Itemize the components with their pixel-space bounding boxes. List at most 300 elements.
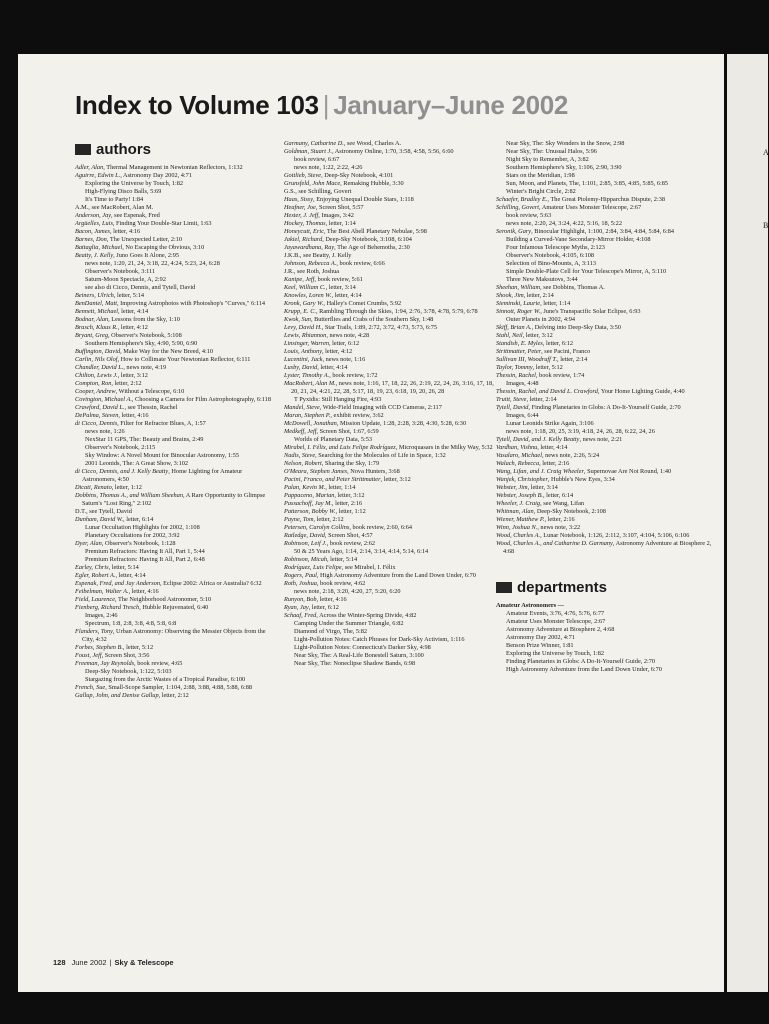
entry-text: , Mission Update, 1:28, 2:28, 3:28, 4:30, 5:28, 6:30 [336,420,467,427]
index-entry [284,372,494,380]
entry-text: , letter, 4:16 [109,228,141,235]
index-entry [496,524,720,532]
author-name: Wood, Charles A. [496,532,541,539]
section-marker-icon [496,582,512,593]
index-entry [284,508,494,516]
index-entry [284,532,494,540]
section-marker-icon [75,144,91,155]
index-entry [284,148,494,156]
entry-text: , Screen Shot, 1:67, 6:59 [316,428,379,435]
author-name: Bryant, Greg [75,332,108,339]
author-name: Kronk, Gary W. [284,300,324,307]
entry-text: , letter, 1:14 [325,484,356,491]
index-entry [75,516,277,524]
index-entry [75,324,277,332]
author-name: Payne, Tom [284,516,314,523]
title-main: Index to Volume 103 [75,90,319,120]
entry-text: D.T., see Tytell, David [75,508,132,515]
index-entry [496,508,720,516]
author-name: Gallup, John, and Denise Gallup [75,692,159,699]
author-name: French, Sue [75,684,106,691]
index-entry [496,340,720,348]
entry-text: , letter, 2:12 [158,692,189,699]
author-name: Jakiel, Richard [284,236,323,243]
index-entry [496,404,720,412]
entry-text: , book review, 2:60, 6:64 [349,524,413,531]
author-name: Webster, Jim [496,484,528,491]
entry-text: , Make Way for the New Breed, 4:10 [120,348,214,355]
entry-text: , Delving into Deep-Sky Data, 3:50 [531,324,621,331]
page-number: 128 [53,958,66,967]
entry-text: , letter, 3:14 [325,284,356,291]
author-name: Garmany, Catharine D. [284,140,344,147]
entry-text: , Observer's Notebook, 5:108 [108,332,182,339]
author-name: Schaefer, Bradley E. [496,196,548,203]
author-name: Rogers, Paul [284,572,317,579]
entry-text: , letter, 3:12 [522,332,553,339]
entry-text: , see Thessin, Rachel [124,404,178,411]
author-name: Sinnott, Roger W. [496,308,541,315]
author-name: Dicati, Renato [75,484,112,491]
entry-text: , Improving Astrophotos with Photoshop's "Curves," 6:114 [116,300,266,307]
index-entry [496,444,720,452]
entry-text: , book review, 2:62 [326,540,376,547]
index-entry [75,628,277,644]
index-entry [496,308,720,316]
entry-text: , A Rare Opportunity to Glimpse Saturn's "Lost Ring," 2:102 [82,492,266,507]
entry-text: , letter, 3:14 [527,484,558,491]
entry-text: , Nova Hunters, 3:68 [347,468,400,475]
index-entry [284,340,494,348]
index-entry [496,300,720,308]
adjacent-page-edge [727,54,768,992]
index-entry [284,300,494,308]
index-entry [284,444,494,452]
index-subentry: Sky Window: A Novel Mount for Binocular Astronomy, 1:55 [85,452,240,459]
index-subentry: Deep-Sky Notebook, 1:122, 5:103 [85,668,172,675]
entry-text: , Hubble's New Eyes, 3:34 [547,476,615,483]
index-entry [75,644,277,652]
entry-text: , The Age of Behemoths, 2:30 [334,244,410,251]
author-name: Shook, Jim [496,292,524,299]
index-entry [75,396,277,404]
author-name: Medkeff, Jeff [284,428,317,435]
author-name: Schaaf, Fred [284,612,317,619]
author-name: Vardhan, Vishnu [496,444,538,451]
index-entry [75,212,277,220]
index-subentry: Observer's Notebook, 4:105, 6:108 [506,252,595,259]
index-entry [75,252,277,260]
index-entry [284,572,494,580]
index-entry [284,612,494,620]
author-name: Crawford, David L. [75,404,125,411]
entry-text: , June's Transpacific Solar Eclipse, 6:93 [540,308,641,315]
entry-text: , letter, 5:14 [113,292,145,299]
index-subentry: Sun, Moon, and Planets, The, 1:101, 2:85, 3:85, 4:85, 5:85, 6:85 [506,180,669,187]
index-entry [75,492,277,508]
index-subentry: Stars on the Meridian, 1:98 [506,172,575,179]
entry-text: , letter, 2:14 [557,356,588,363]
author-name: Battaglia, Michael [75,244,123,251]
author-name: Ryan, Jay [284,604,309,611]
entry-text: , see Wang, Lifan [540,500,585,507]
index-entry [496,388,720,396]
author-name: Pacini, Franco, and Peter Strittmatter [284,476,381,483]
entry-text: , letter, 1:14 [540,300,571,307]
author-name: Bennett, Michael [75,308,119,315]
author-name: Heafner, Joe [284,204,316,211]
entry-text: , The Best Abell Planetary Nebulae, 5:98 [323,228,427,235]
index-entry [496,204,720,212]
entry-text: , letter, 2:12 [111,380,142,387]
index-subentry: Four Infamous Telescope Myths, 2:123 [506,244,605,251]
index-entry [75,172,277,180]
index-subentry: book review, 5:63 [506,212,552,219]
index-entry [284,596,494,604]
index-subentry: Selection of Bino-Mounts, A, 3:113 [506,260,597,267]
author-name: Runyon, Bob [284,596,317,603]
entry-text: , Deep-Sky Notebook, 4:101 [321,172,394,179]
author-name: Honeycutt, Eric [284,228,324,235]
department-item: Astronomy Adventure at Biosphere 2, 4:68 [506,626,615,633]
author-name: Nadis, Steve [284,452,316,459]
index-subentry: Images, 6:44 [506,412,539,419]
author-name: Dyer, Alan [75,540,102,547]
entry-text: , Screen Shot, 4:57 [324,532,373,539]
author-name: Standish, E. Myles [496,340,543,347]
index-entry [284,500,494,508]
index-subentry: Near Sky, The: Unusual Halos, 5:96 [506,148,597,155]
author-name: DePalma, Steven [75,412,119,419]
index-subentry: Diamond of Virgo, The, 5:82 [294,628,368,635]
index-subentry: Premium Refractors: Having It All, Part 2, 6:48 [85,556,205,563]
entry-text: , letter, 2:12 [313,516,344,523]
author-name: Freeman, Jay Reynolds [75,660,135,667]
author-name: Petersen, Carolyn Collins [284,524,350,531]
entry-text: , news note, 4:19 [123,364,167,371]
index-entry [284,476,494,484]
entry-text: , How to Collimate Your Newtonian Reflector, 6:111 [117,356,251,363]
author-name: Truitt, Steve [496,396,527,403]
index-entry [284,180,494,188]
entry-text: , Juno Goes It Alone, 2:95 [113,252,180,259]
index-entry [284,316,494,324]
author-name: Walach, Rebecca [496,460,540,467]
author-name: O'Meara, Stephen James [284,468,348,475]
entry-text: , letter, 6:14 [123,516,154,523]
author-name: Lucentini, Jack [284,356,323,363]
author-name: Anderson, Jay [75,212,112,219]
entry-text: , Home Lighting for Amateur Astronomers, 4:50 [82,468,243,483]
entry-text: , Deep-Sky Notebook, 3:108, 6:104 [322,236,412,243]
entry-text: , letter, 4:16 [118,412,149,419]
author-name: Egler, Robert A. [75,572,116,579]
index-entry [496,332,720,340]
author-name: Vasalaro, Michael [496,452,542,459]
entry-text: , Enjoying Unequal Double Stars, 1:118 [313,196,414,203]
index-entry [284,284,494,292]
author-name: Taylor, Tommy [496,364,533,371]
author-name: Thessin, Rachel [496,372,536,379]
index-entry [284,204,494,212]
entry-text: , book review, 5:61 [314,276,363,283]
entry-text: , letter, 3:12 [117,372,148,379]
entry-text: , see Dobbins, Thomas A. [540,284,605,291]
entry-text: , news note, 2:26, 5:24 [541,452,600,459]
author-name: Dobbins, Thomas A., and William Sheehan [75,492,183,499]
author-name: Levy, David H. [284,324,322,331]
author-name: Knowles, Loren W. [284,292,332,299]
author-name: Forbes, Stephen B. [75,644,123,651]
department-item: Benson Prize Winner, 1:81 [506,642,574,649]
index-subentry: Camping Under the Summer Triangle, 6:82 [294,620,404,627]
index-entry [284,420,494,428]
author-name: Rodríguez, Luis Felipe [284,564,342,571]
entry-text: , Finding Your Double-Star Limit, 1:63 [112,220,212,227]
author-name: Field, Laurence [75,596,115,603]
index-entry [284,260,494,268]
index-entry [284,220,494,228]
author-name: Beiners, Ulrich [75,292,114,299]
entry-text: , letter, 4:14 [537,444,568,451]
index-entry [75,540,277,548]
index-subentry: Near Sky, The: Sky Wonders in the Snow, 2:98 [506,140,625,147]
entry-text: , letter, 2:16 [539,460,570,467]
index-entry [284,460,494,468]
index-entry [496,460,720,468]
index-subentry: see also di Cicco, Dennis, and Tytell, David [85,284,196,291]
index-subentry: news note, 1:26 [85,428,125,435]
index-subentry: Three New Maksutovs, 3:44 [506,276,578,283]
entry-text: , Star Trails, 1:89, 2:72, 3:72, 4:73, 5:73, 6:75 [321,324,438,331]
index-entry [284,140,494,148]
entry-text: , letter, 1:12 [335,508,366,515]
index-subentry: Images, 4:48 [506,380,539,387]
entry-text: , letter, 4:14 [317,364,348,371]
index-entry [75,660,277,668]
index-entry [284,268,494,276]
index-subentry: Images, 2:46 [85,612,118,619]
entry-text: , Astronomy Adventure at Biosphere 2, 4:68 [503,540,712,555]
author-name: Bodnar, Alan [75,316,109,323]
index-subentry: book review, 6:67 [294,156,340,163]
entry-text: , letter, 1:14 [325,220,356,227]
index-entry [496,492,720,500]
entry-text: , letter, 4:16 [128,588,159,595]
author-name: Foust, Jeff [75,652,102,659]
index-entry [284,236,494,244]
index-subentry: Spectrum, 1:8, 2:8, 3:8, 4:8, 5:8, 6:8 [85,620,177,627]
index-subentry: Lunar Leonids Strike Again, 3:106 [506,420,594,427]
index-entry [284,212,494,220]
entry-text: , Supernovae Are Not Round, 1:40 [583,468,672,475]
index-entry [496,356,720,364]
entry-text: , Lessons from the Sky, 1:10 [108,316,180,323]
entry-text: , letter, 4:14 [115,572,146,579]
index-entry [284,564,494,572]
author-name: Fienberg, Richard Tresch [75,604,140,611]
entry-text: , letter, 3:12 [380,476,411,483]
index-column-2 [284,140,494,668]
author-name: Compton, Ron [75,380,112,387]
entry-text: , letter, 4:14 [118,308,149,315]
entry-text: , Hubble Rejuvenated, 6:40 [139,604,209,611]
department-item: Astronomy Day 2002, 4:71 [506,634,575,641]
index-subentry: Night Sky to Remember, A, 3:82 [506,156,589,163]
entry-text: , Deep-Sky Notebook, 2:108 [533,508,606,515]
author-name: Wiener, Matthew P. [496,516,545,523]
author-name: Bacon, James [75,228,110,235]
author-name: Tytell, David, and J. Kelly Beatty [496,436,580,443]
index-entry [75,316,277,324]
index-entry [75,404,277,412]
index-entry [284,540,494,548]
author-name: Sullivan III, Woodruff T. [496,356,558,363]
author-name: Webster, Joseph B. [496,492,543,499]
index-subentry: Southern Hemisphere's Sky, 4:90, 5:90, 6:90 [85,340,198,347]
index-subentry: Southern Hemisphere's Sky, 1:106, 2:90, 3:90 [506,164,622,171]
entry-text: , see Mirabel, I. Félix [341,564,396,571]
department-item: Amateur Uses Monster Telescope, 2:67 [506,618,606,625]
author-name: Gottlieb, Steve [284,172,322,179]
author-name: Hester, J. Jeff [284,212,319,219]
index-subentry: Premium Refractors: Having It All, Part 1, 5:44 [85,548,205,555]
index-entry [284,332,494,340]
index-entry [284,452,494,460]
entry-text: , Searching for the Molecules of Life in Space, 1:32 [315,452,446,459]
index-entry [75,580,277,588]
entry-text: , letter, 5:12 [532,364,563,371]
index-subentry: news note, 2:18, 3:20, 4:20, 27, 5:20, 6:20 [294,588,401,595]
index-subentry: news note, 1:20, 21, 24, 3:18, 22, 4:24, 5:23, 24, 6:28 [85,260,220,267]
index-entry [284,292,494,300]
entry-text: , letter, 6:14 [543,492,574,499]
index-subentry: Outer Planets in 2002, 4:94 [506,316,576,323]
author-name: Haas, Sissy [284,196,314,203]
index-subentry: Stargazing from the Arctic Wastes of a Tropical Paradise, 6:100 [85,676,246,683]
entry-text: , see Wood, Charles A. [343,140,402,147]
index-entry [75,564,277,572]
author-name: Earley, Chris [75,564,109,571]
author-name: Grunsfeld, John Mace [284,180,341,187]
author-name: Maran, Stephen P. [284,412,331,419]
index-entry [284,556,494,564]
entry-text: , Astronomy Day 2002, 4:71 [120,172,192,179]
author-name: Wheeler, J. Craig [496,500,541,507]
entry-text: , letter, 6:12 [542,340,574,347]
page-footer [53,958,174,967]
entry-text: , news note, 4:28 [326,332,370,339]
entry-text: , Filter for Refractor Blues, A, 1:57 [117,420,206,427]
entry-text: , book review, 4:65 [134,660,183,667]
entry-text: , letter, 4:12 [322,348,353,355]
index-subentry: Worlds of Planetary Data, 5:53 [294,436,373,443]
entry-text: , The Unexpected Letter, 2:10 [106,236,183,243]
author-name: Kanipe, Jeff [284,276,315,283]
index-subentry: 50 & 25 Years Ago, 1:14, 2:14, 3:14, 4:14, 5:14, 6:14 [294,548,429,555]
entry-text: , news note, 2:21 [579,436,623,443]
index-entry [284,412,494,420]
author-name: Covington, Michael A. [75,396,132,403]
index-entry [284,580,494,588]
footer-date: June 2002 [71,958,107,967]
index-entry [496,500,720,508]
author-name: Dunham, David W. [75,516,124,523]
entry-text: , book review, 6:66 [336,260,385,267]
entry-text: , Screen Shot, 3:56 [101,652,150,659]
entry-text: , Small-Scope Sampler, 1:104, 2:88, 3:88, 4:88, 5:88, 6:88 [105,684,253,691]
index-entry [284,492,494,500]
index-entry [496,228,720,236]
entry-text: , book review, 4:62 [316,580,366,587]
index-entry [496,196,720,204]
author-name: Jayawardhana, Ray [284,244,335,251]
index-entry [496,348,720,356]
entry-text: , Rambling Through the Skies, 1:94, 2:76, 3:78, 4:78, 5:79, 6:78 [316,308,478,315]
index-subentry: news note, 2:20, 24, 3:24, 4:22, 5:16, 18, 5:22 [506,220,622,227]
index-subentry: Saturn-Moon Spectacle, A, 2:92 [85,276,166,283]
author-name: Stahl, Neil [496,332,523,339]
author-name: Whitman, Alan [496,508,534,515]
index-entry [75,684,277,692]
entry-text: A.M., see MacRobert, Alan M. [75,204,154,211]
index-entry [284,364,494,372]
author-name: di Cicco, Dennis, and J. Kelly Beatty [75,468,169,475]
index-subentry: Building a Curved-Vane Secondary-Mirror Holder, 4:108 [506,236,651,243]
author-name: Robinson, Leif J. [284,540,327,547]
department-item: Finding Planetaries in Globs: A Do-It-Yourself Guide, 2:70 [506,658,656,665]
index-subentry: Winter's Bright Circle, 2:82 [506,188,576,195]
index-subentry: Observer's Notebook, 2:115 [85,444,156,451]
entry-text: , Thermal Management in Newtonian Reflectors, 1:132 [103,164,243,171]
index-entry [284,348,494,356]
index-entry [75,348,277,356]
author-name: Louis, Anthony [284,348,323,355]
entry-text: , letter, 6:12 [308,604,339,611]
author-name: Patterson, Bobby W. [284,508,336,515]
entry-text: , Amateur Uses Monster Telescope, 2:67 [539,204,642,211]
index-subentry: Light-Pollution Notes: Connecticut's Darker Sky, 4:98 [294,644,431,651]
entry-text: , exhibit review, 3:62 [330,412,384,419]
index-subentry: Near Sky, The: A Real-Life Bonestell Saturn, 3:100 [294,652,424,659]
author-name: Winn, Joshua N. [496,524,538,531]
entry-text: , letter, 4:16 [316,596,347,603]
author-name: MacRobert, Alan M. [284,380,336,387]
entry-text: , Your Home Lighting Guide, 4:40 [597,388,685,395]
entry-text: , see Pacini, Franco [541,348,591,355]
index-entry [75,164,277,172]
author-name: Tytell, David [496,404,529,411]
entry-text: , Observer's Notebook, 1:128 [101,540,176,547]
entry-text: , The Neighborhood Astronomer, 5:10 [115,596,212,603]
author-name: Lusby, David [284,364,318,371]
index-entry [284,308,494,316]
entry-text: , Remaking Hubble, 3:30 [340,180,404,187]
magazine-name: Sky & Telescope [114,958,174,967]
author-name: Keel, William C. [284,284,326,291]
footer-separator: | [109,958,112,967]
index-subentry: High-Flying Disco Balls, 5:69 [85,188,162,195]
index-entry [284,516,494,524]
entry-text: , Butterflies and Crabs of the Southern Sky, 1:48 [310,316,434,323]
author-name: Passachoff, Jay M. [284,500,332,507]
author-name: Linsinger, Warren [284,340,330,347]
author-name: Robinson, Micah [284,556,328,563]
authors-heading-label: authors [96,140,152,158]
index-entry [75,412,277,420]
index-subentry: Near Sky, The: Noneclipse Shadow Bands, 6:98 [294,660,416,667]
index-entry [75,468,277,484]
